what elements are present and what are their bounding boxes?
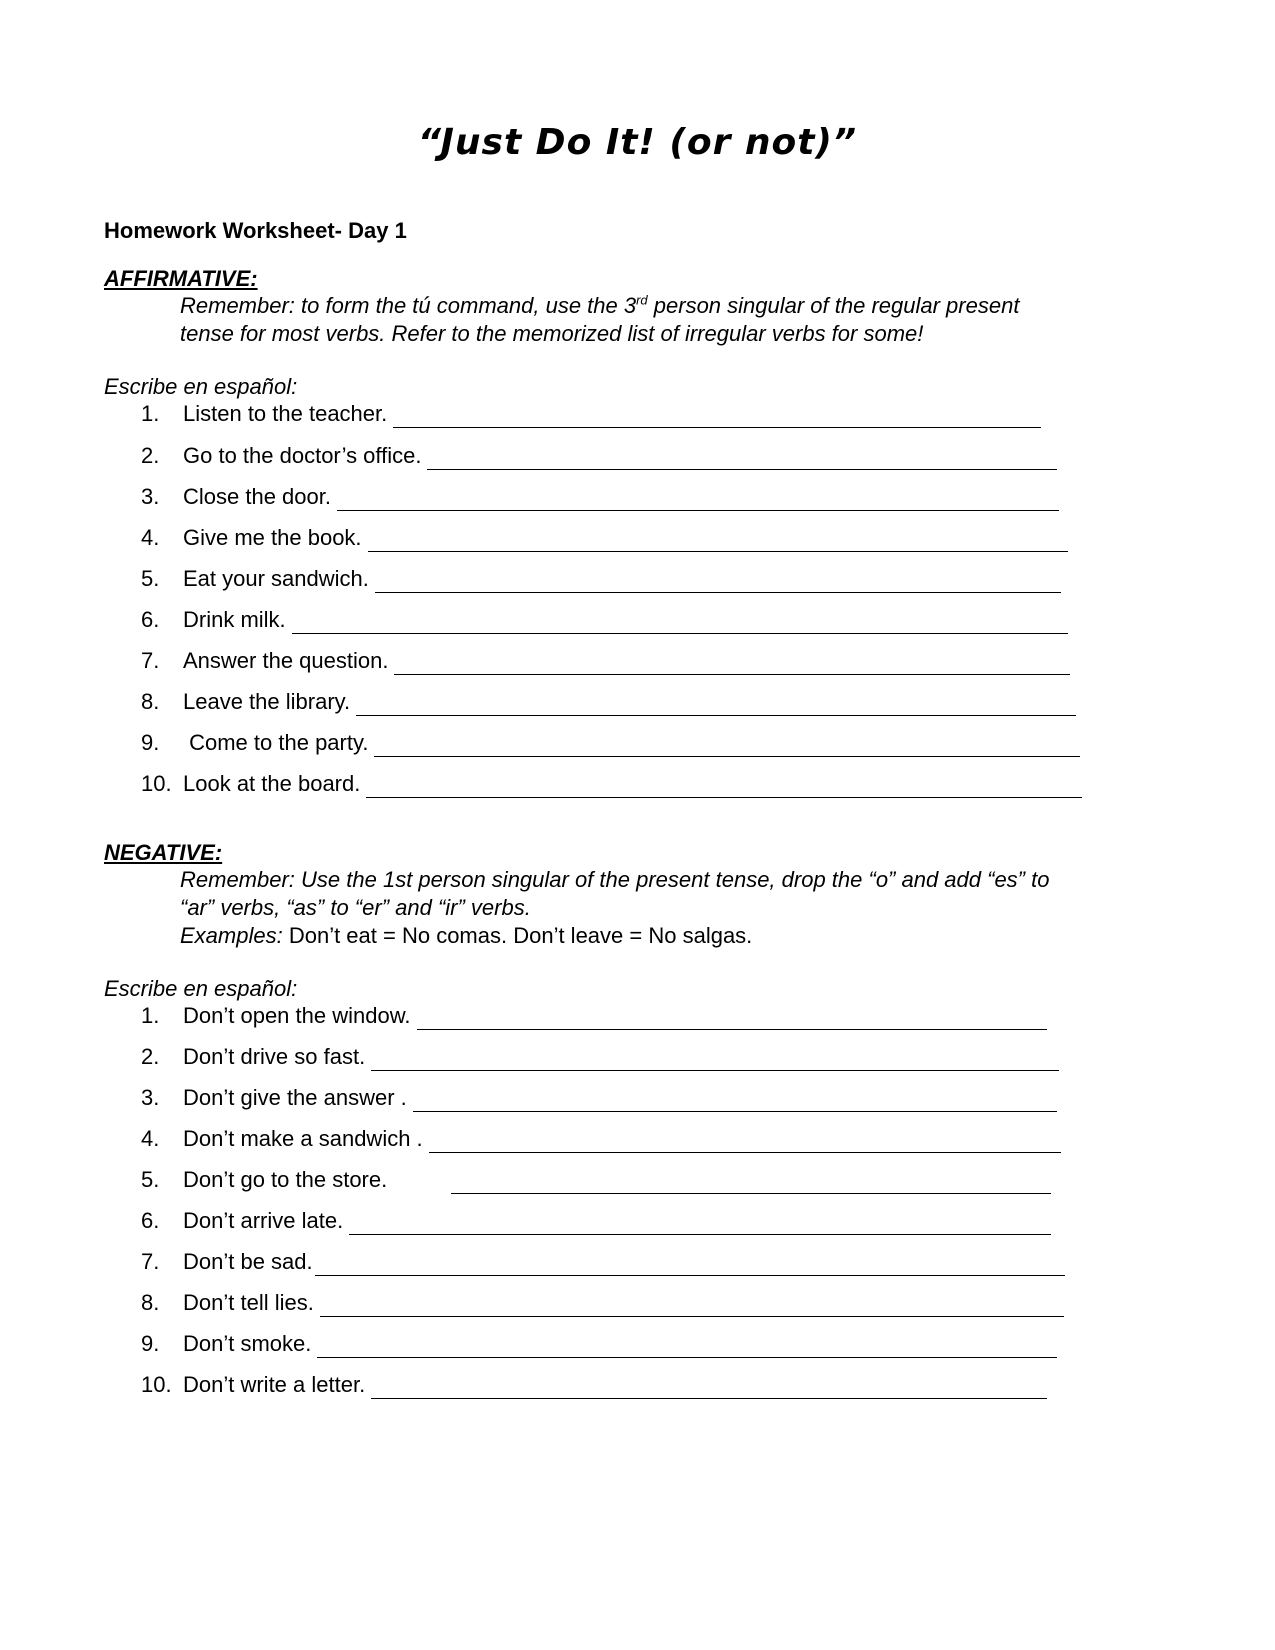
affirmative-instructions-part-b: person singular of the regular present (647, 293, 1020, 318)
item-number: 3. (141, 1085, 160, 1110)
answer-blank[interactable] (375, 570, 1061, 593)
answer-blank[interactable] (451, 1171, 1051, 1194)
answer-blank[interactable] (417, 1007, 1047, 1030)
affirmative-item (141, 524, 1068, 552)
negative-heading: NEGATIVE: (104, 840, 223, 865)
answer-blank[interactable] (427, 447, 1057, 470)
negative-item (141, 1207, 1051, 1235)
answer-blank[interactable] (374, 734, 1080, 757)
answer-blank[interactable] (429, 1130, 1061, 1153)
negative-instructions (180, 866, 1049, 950)
item-prompt: Don’t give the answer . (183, 1085, 407, 1110)
negative-item (141, 1125, 1061, 1153)
item-number: 7. (141, 648, 160, 673)
affirmative-item (141, 688, 1076, 716)
examples-label: Examples: (180, 923, 283, 948)
item-number: 4. (141, 525, 160, 550)
item-prompt: Eat your sandwich. (183, 566, 369, 591)
answer-blank[interactable] (366, 775, 1082, 798)
item-prompt: Go to the doctor’s office. (183, 443, 422, 468)
answer-blank[interactable] (337, 488, 1059, 511)
item-prompt: Come to the party. (183, 730, 369, 755)
item-prompt: Look at the board. (183, 771, 361, 796)
item-number: 6. (141, 607, 160, 632)
item-prompt: Don’t smoke. (183, 1331, 312, 1356)
item-number: 7. (141, 1249, 160, 1274)
negative-item (141, 1248, 1065, 1276)
item-number: 2. (141, 443, 160, 468)
item-number: 9. (141, 730, 160, 755)
answer-blank[interactable] (349, 1212, 1051, 1235)
item-number: 5. (141, 1167, 160, 1192)
item-prompt: Close the door. (183, 484, 331, 509)
item-prompt: Don’t write a letter. (183, 1372, 366, 1397)
answer-blank[interactable] (315, 1253, 1065, 1276)
affirmative-item (141, 770, 1082, 798)
item-number: 8. (141, 689, 160, 714)
item-prompt: Listen to the teacher. (183, 401, 388, 426)
item-prompt: Answer the question. (183, 648, 389, 673)
item-prompt: Don’t arrive late. (183, 1208, 344, 1233)
affirmative-instructions-part-a: Remember: to form the tú command, use the 3 (180, 293, 637, 318)
item-prompt: Don’t open the window. (183, 1003, 411, 1028)
negative-item (141, 1371, 1047, 1399)
affirmative-heading: AFFIRMATIVE: (104, 266, 258, 291)
affirmative-item (141, 400, 1041, 428)
answer-blank[interactable] (394, 652, 1070, 675)
negative-item (141, 1330, 1057, 1358)
item-number: 5. (141, 566, 160, 591)
item-prompt: Don’t make a sandwich . (183, 1126, 423, 1151)
answer-blank[interactable] (356, 693, 1076, 716)
negative-escribe-label: Escribe en español: (104, 976, 298, 1001)
affirmative-item (141, 647, 1070, 675)
item-prompt: Don’t drive so fast. (183, 1044, 366, 1069)
affirmative-escribe-label: Escribe en español: (104, 374, 298, 399)
examples-text: Don’t eat = No comas. Don’t leave = No salgas. (282, 923, 753, 948)
answer-blank[interactable] (292, 611, 1068, 634)
item-number: 1. (141, 1003, 160, 1028)
item-number: 9. (141, 1331, 160, 1356)
item-number: 10. (141, 1372, 172, 1397)
answer-blank[interactable] (371, 1376, 1047, 1399)
affirmative-instructions (180, 292, 1019, 348)
item-prompt: Don’t be sad. (183, 1249, 313, 1274)
affirmative-item (141, 565, 1061, 593)
item-number: 6. (141, 1208, 160, 1233)
negative-item (141, 1084, 1057, 1112)
answer-blank[interactable] (317, 1335, 1057, 1358)
item-prompt: Don’t go to the store. (183, 1167, 388, 1192)
item-prompt: Drink milk. (183, 607, 286, 632)
answer-blank[interactable] (320, 1294, 1064, 1317)
negative-item (141, 1289, 1064, 1317)
affirmative-instructions-line-2: tense for most verbs. Refer to the memorized list of irregular verbs for some! (180, 321, 924, 346)
worksheet-subtitle: Homework Worksheet- Day 1 (104, 218, 407, 243)
item-number: 2. (141, 1044, 160, 1069)
item-number: 4. (141, 1126, 160, 1151)
negative-item (141, 1002, 1047, 1030)
answer-blank[interactable] (393, 405, 1041, 428)
item-prompt: Leave the library. (183, 689, 351, 714)
negative-item (141, 1043, 1059, 1071)
answer-blank[interactable] (413, 1089, 1057, 1112)
negative-instructions-line-1: Remember: Use the 1st person singular of the present tense, drop the “o” and add “es” to (180, 867, 1050, 892)
affirmative-item (141, 483, 1059, 511)
item-number: 8. (141, 1290, 160, 1315)
item-prompt: Don’t tell lies. (183, 1290, 314, 1315)
worksheet-title: “Just Do It! (or not)” (417, 122, 858, 163)
item-number: 1. (141, 401, 160, 426)
item-number: 10. (141, 771, 172, 796)
superscript-rd: rd (636, 292, 648, 308)
negative-instructions-line-2: “ar” verbs, “as” to “er” and “ir” verbs. (180, 895, 531, 920)
answer-blank[interactable] (371, 1048, 1059, 1071)
affirmative-item (141, 729, 1080, 757)
item-prompt: Give me the book. (183, 525, 362, 550)
answer-blank[interactable] (368, 529, 1068, 552)
negative-item (141, 1166, 1051, 1194)
affirmative-item (141, 442, 1057, 470)
affirmative-item (141, 606, 1068, 634)
item-number: 3. (141, 484, 160, 509)
